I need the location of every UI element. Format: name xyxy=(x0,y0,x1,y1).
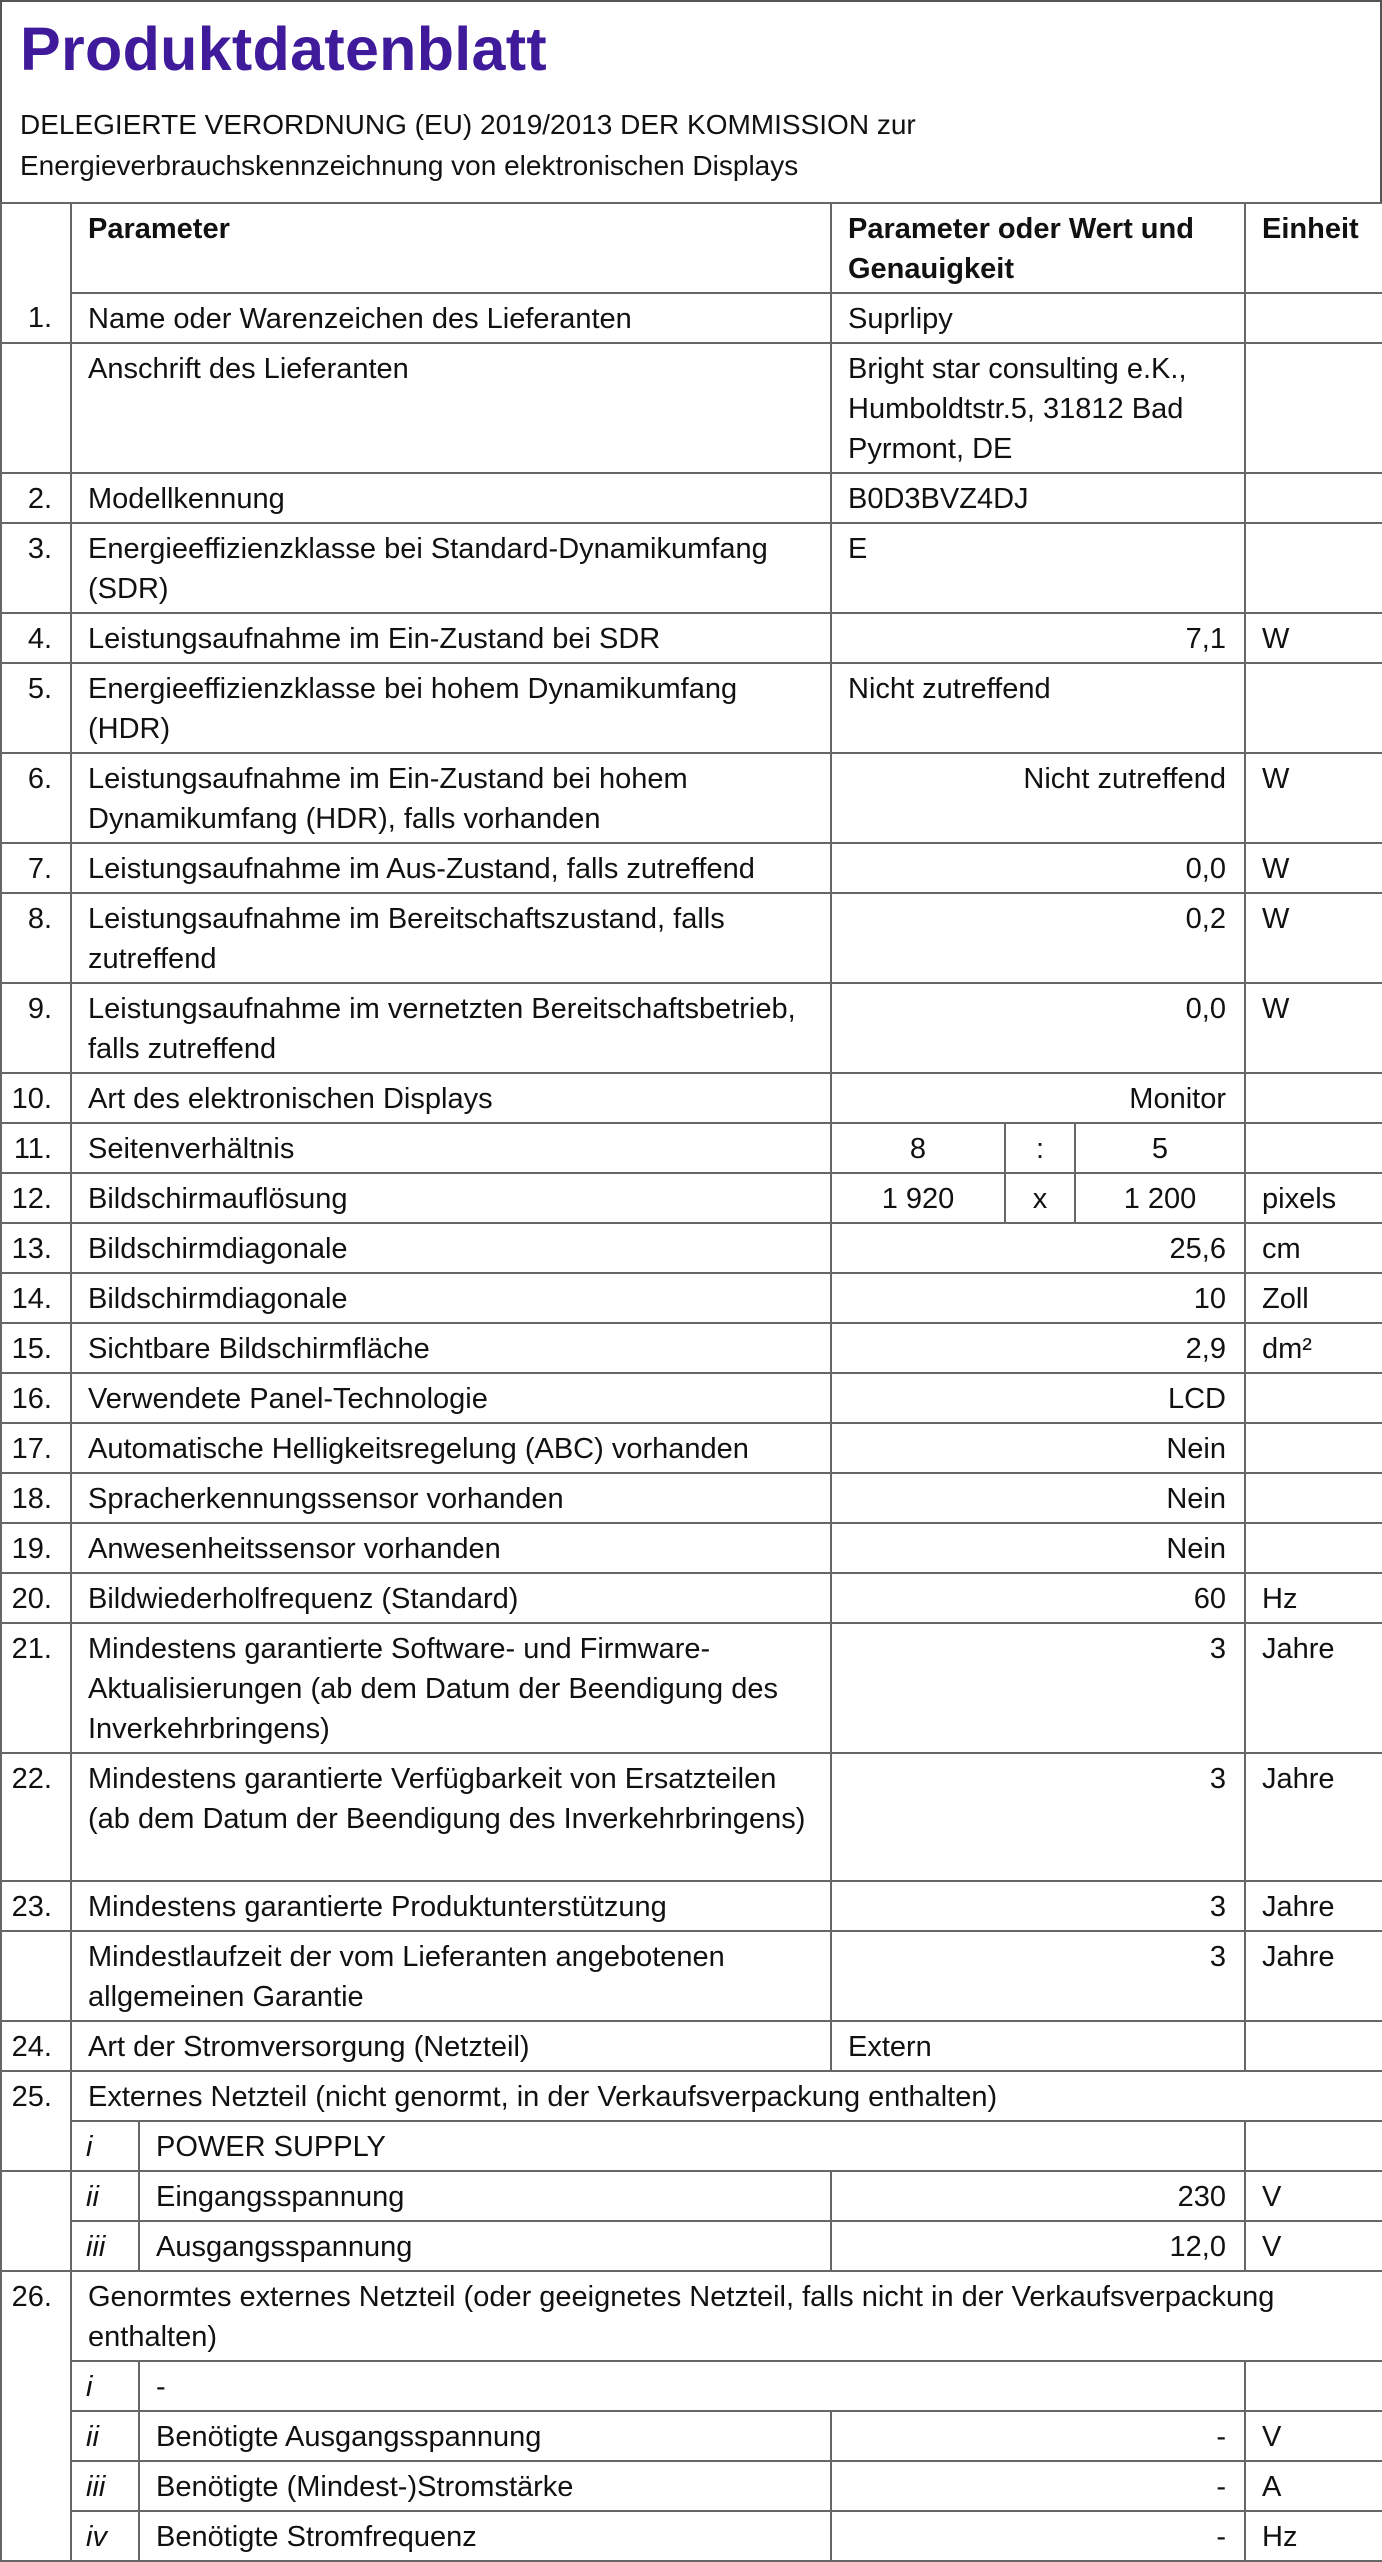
row-value: Nicht zutreffend xyxy=(831,753,1245,843)
row-number: 7. xyxy=(1,843,71,893)
row-number: 1. xyxy=(1,293,71,343)
row-unit: pixels xyxy=(1245,1173,1382,1223)
row-number: 4. xyxy=(1,613,71,663)
row-parameter: Leistungsaufnahme im vernetzten Bereitschaftsbetrieb, falls zutreffend xyxy=(71,983,831,1073)
row-number: 22. xyxy=(1,1753,71,1881)
row-number: 14. xyxy=(1,1273,71,1323)
row-number xyxy=(1,343,71,473)
table-row xyxy=(1,523,1382,613)
row-unit xyxy=(1245,1473,1382,1523)
row-number: 16. xyxy=(1,1373,71,1423)
row-number: 3. xyxy=(1,523,71,613)
row-parameter: Mindestens garantierte Software- und Firmware-Aktualisierungen (ab dem Datum der Beendigung des Inverkehrbringens) xyxy=(71,1623,831,1753)
table-row xyxy=(1,293,1382,343)
row-number: 23. xyxy=(1,1881,71,1931)
row-unit xyxy=(1245,1523,1382,1573)
row-number-empty xyxy=(1,2121,71,2171)
row-number: 12. xyxy=(1,1173,71,1223)
parameter-table xyxy=(0,202,1382,2562)
sheet-header xyxy=(0,0,1382,202)
row-value: B0D3BVZ4DJ xyxy=(831,473,1245,523)
table-row xyxy=(1,1753,1382,1881)
row-value: - xyxy=(831,2411,1245,2461)
row-parameter: Anschrift des Lieferanten xyxy=(71,343,831,473)
row-value: Nein xyxy=(831,1423,1245,1473)
sub-index: ii xyxy=(71,2171,139,2221)
row-number: 8. xyxy=(1,893,71,983)
sub-index: ii xyxy=(71,2411,139,2461)
row-value: - xyxy=(831,2511,1245,2561)
resolution-height: 1 200 xyxy=(1075,1173,1245,1223)
row-parameter: Name oder Warenzeichen des Lieferanten xyxy=(71,293,831,343)
sub-row xyxy=(1,2361,1382,2411)
table-row xyxy=(1,1931,1382,2021)
table-row xyxy=(1,1073,1382,1123)
row-parameter: Mindestens garantierte Produktunterstützung xyxy=(71,1881,831,1931)
section-title: Genormtes externes Netzteil (oder geeignetes Netzteil, falls nicht in der Verkaufsverpackung enthalten) xyxy=(71,2271,1382,2361)
row-value: 0,0 xyxy=(831,983,1245,1073)
row-unit: V xyxy=(1245,2411,1382,2461)
row-number: 9. xyxy=(1,983,71,1073)
row-parameter: Modellkennung xyxy=(71,473,831,523)
row-number: 26. xyxy=(1,2271,71,2361)
sub-parameter: Benötigte (Mindest-)Stromstärke xyxy=(139,2461,831,2511)
row-unit: A xyxy=(1245,2461,1382,2511)
table-row xyxy=(1,1573,1382,1623)
row-unit: cm xyxy=(1245,1223,1382,1273)
header-value: Parameter oder Wert und Genauigkeit xyxy=(831,203,1245,293)
table-row xyxy=(1,753,1382,843)
row-unit xyxy=(1245,663,1382,753)
row-unit xyxy=(1245,343,1382,473)
row-number-empty xyxy=(1,2511,71,2561)
regulation-subtitle xyxy=(20,104,1362,186)
row-unit: dm² xyxy=(1245,1323,1382,1373)
row-value: 12,0 xyxy=(831,2221,1245,2271)
row-value: 7,1 xyxy=(831,613,1245,663)
row-unit: Jahre xyxy=(1245,1881,1382,1931)
row-unit: Jahre xyxy=(1245,1623,1382,1753)
row-parameter: Automatische Helligkeitsregelung (ABC) vorhanden xyxy=(71,1423,831,1473)
row-number: 21. xyxy=(1,1623,71,1753)
row-parameter: Leistungsaufnahme im Bereitschaftszustand, falls zutreffend xyxy=(71,893,831,983)
row-unit xyxy=(1245,2121,1382,2171)
row-number: 19. xyxy=(1,1523,71,1573)
row-value: 60 xyxy=(831,1573,1245,1623)
row-parameter: Energieeffizienzklasse bei Standard-Dynamikumfang (SDR) xyxy=(71,523,831,613)
row-value: 3 xyxy=(831,1753,1245,1881)
table-row xyxy=(1,1473,1382,1523)
row-number-empty xyxy=(1,2411,71,2461)
row-value: Extern xyxy=(831,2021,1245,2071)
table-row xyxy=(1,843,1382,893)
table-row xyxy=(1,1373,1382,1423)
sub-row xyxy=(1,2461,1382,2511)
row-parameter: Verwendete Panel-Technologie xyxy=(71,1373,831,1423)
sub-index: iii xyxy=(71,2461,139,2511)
header-num-cell xyxy=(1,203,71,293)
sub-parameter: Ausgangsspannung xyxy=(139,2221,831,2271)
table-row xyxy=(1,1173,1382,1223)
row-parameter: Bildschirmdiagonale xyxy=(71,1273,831,1323)
row-value: Nein xyxy=(831,1523,1245,1573)
row-unit xyxy=(1245,523,1382,613)
row-number: 13. xyxy=(1,1223,71,1273)
row-number: 18. xyxy=(1,1473,71,1523)
row-number: 11. xyxy=(1,1123,71,1173)
table-row xyxy=(1,613,1382,663)
section-title: Externes Netzteil (nicht genormt, in der Verkaufsverpackung enthalten) xyxy=(71,2071,1382,2121)
row-value: Nicht zutreffend xyxy=(831,663,1245,753)
row-parameter: Leistungsaufnahme im Ein-Zustand bei hohem Dynamikumfang (HDR), falls vorhanden xyxy=(71,753,831,843)
row-parameter: Art der Stromversorgung (Netzteil) xyxy=(71,2021,831,2071)
page-title: Produktdatenblatt xyxy=(20,15,547,83)
regulation-line-1: DELEGIERTE VERORDNUNG (EU) 2019/2013 DER KOMMISSION zur xyxy=(20,109,916,140)
table-row xyxy=(1,1881,1382,1931)
row-parameter: Spracherkennungssensor vorhanden xyxy=(71,1473,831,1523)
row-value: E xyxy=(831,523,1245,613)
regulation-line-2: Energieverbrauchskennzeichnung von elektronischen Displays xyxy=(20,150,799,181)
row-value: Nein xyxy=(831,1473,1245,1523)
row-parameter: Leistungsaufnahme im Ein-Zustand bei SDR xyxy=(71,613,831,663)
row-number-empty xyxy=(1,2461,71,2511)
row-unit: W xyxy=(1245,983,1382,1073)
row-value: 3 xyxy=(831,1931,1245,2021)
table-row xyxy=(1,1323,1382,1373)
sub-row xyxy=(1,2511,1382,2561)
row-number: 15. xyxy=(1,1323,71,1373)
row-value: - xyxy=(831,2461,1245,2511)
table-row xyxy=(1,343,1382,473)
resolution-width: 1 920 xyxy=(831,1173,1005,1223)
row-number: 17. xyxy=(1,1423,71,1473)
table-row xyxy=(1,2021,1382,2071)
row-parameter: Bildschirmdiagonale xyxy=(71,1223,831,1273)
row-number: 5. xyxy=(1,663,71,753)
row-parameter: Energieeffizienzklasse bei hohem Dynamikumfang (HDR) xyxy=(71,663,831,753)
sub-parameter: Benötigte Stromfrequenz xyxy=(139,2511,831,2561)
row-value: 2,9 xyxy=(831,1323,1245,1373)
row-unit xyxy=(1245,2361,1382,2411)
aspect-ratio-width: 8 xyxy=(831,1123,1005,1173)
table-row xyxy=(1,1123,1382,1173)
table-row xyxy=(1,663,1382,753)
row-number: 2. xyxy=(1,473,71,523)
sub-index: iv xyxy=(71,2511,139,2561)
row-value: Bright star consulting e.K., Humboldtstr.5, 31812 Bad Pyrmont, DE xyxy=(831,343,1245,473)
row-unit xyxy=(1245,1373,1382,1423)
row-unit: W xyxy=(1245,843,1382,893)
row-number: 25. xyxy=(1,2071,71,2121)
table-header-row xyxy=(1,203,1382,293)
row-unit xyxy=(1245,1073,1382,1123)
sub-row xyxy=(1,2221,1382,2271)
row-unit xyxy=(1245,2021,1382,2071)
sub-index: iii xyxy=(71,2221,139,2271)
row-unit: Hz xyxy=(1245,1573,1382,1623)
row-unit: Jahre xyxy=(1245,1931,1382,2021)
aspect-ratio-height: 5 xyxy=(1075,1123,1245,1173)
row-unit: Hz xyxy=(1245,2511,1382,2561)
sub-parameter: Benötigte Ausgangsspannung xyxy=(139,2411,831,2461)
row-parameter: Bildschirmauflösung xyxy=(71,1173,831,1223)
row-unit xyxy=(1245,1123,1382,1173)
row-value: 3 xyxy=(831,1623,1245,1753)
row-value: 0,0 xyxy=(831,843,1245,893)
row-value: 25,6 xyxy=(831,1223,1245,1273)
row-value: 3 xyxy=(831,1881,1245,1931)
row-unit: V xyxy=(1245,2171,1382,2221)
row-unit xyxy=(1245,1423,1382,1473)
row-number-empty xyxy=(1,2221,71,2271)
sub-parameter: - xyxy=(139,2361,1245,2411)
row-parameter: Leistungsaufnahme im Aus-Zustand, falls zutreffend xyxy=(71,843,831,893)
row-value: Monitor xyxy=(831,1073,1245,1123)
row-parameter: Seitenverhältnis xyxy=(71,1123,831,1173)
sub-row xyxy=(1,2171,1382,2221)
section-row-standard-psu xyxy=(1,2271,1382,2361)
sub-parameter: Eingangsspannung xyxy=(139,2171,831,2221)
row-parameter: Art des elektronischen Displays xyxy=(71,1073,831,1123)
row-value: LCD xyxy=(831,1373,1245,1423)
row-parameter: Mindestlaufzeit der vom Lieferanten angebotenen allgemeinen Garantie xyxy=(71,1931,831,2021)
table-row xyxy=(1,983,1382,1073)
row-value: 0,2 xyxy=(831,893,1245,983)
table-row xyxy=(1,1623,1382,1753)
row-unit: V xyxy=(1245,2221,1382,2271)
row-value: Suprlipy xyxy=(831,293,1245,343)
sub-parameter: POWER SUPPLY xyxy=(139,2121,1245,2171)
row-unit: Zoll xyxy=(1245,1273,1382,1323)
table-row xyxy=(1,1523,1382,1573)
row-parameter: Mindestens garantierte Verfügbarkeit von Ersatzteilen (ab dem Datum der Beendigung des Inverkehrbringens) xyxy=(71,1753,831,1881)
row-number xyxy=(1,1931,71,2021)
table-row xyxy=(1,1423,1382,1473)
row-number-empty xyxy=(1,2171,71,2221)
row-parameter: Bildwiederholfrequenz (Standard) xyxy=(71,1573,831,1623)
row-parameter: Anwesenheitssensor vorhanden xyxy=(71,1523,831,1573)
table-row xyxy=(1,473,1382,523)
row-parameter: Sichtbare Bildschirmfläche xyxy=(71,1323,831,1373)
table-row xyxy=(1,1223,1382,1273)
row-number: 24. xyxy=(1,2021,71,2071)
sub-row xyxy=(1,2411,1382,2461)
aspect-ratio-separator: : xyxy=(1005,1123,1075,1173)
table-row xyxy=(1,893,1382,983)
row-number: 20. xyxy=(1,1573,71,1623)
row-unit xyxy=(1245,293,1382,343)
row-unit xyxy=(1245,473,1382,523)
sub-row xyxy=(1,2121,1382,2171)
row-value: 10 xyxy=(831,1273,1245,1323)
row-unit: Jahre xyxy=(1245,1753,1382,1881)
table-row xyxy=(1,1273,1382,1323)
sub-index: i xyxy=(71,2361,139,2411)
row-number: 10. xyxy=(1,1073,71,1123)
row-unit: W xyxy=(1245,613,1382,663)
resolution-separator: x xyxy=(1005,1173,1075,1223)
row-number: 6. xyxy=(1,753,71,843)
row-value: 230 xyxy=(831,2171,1245,2221)
row-number-empty xyxy=(1,2361,71,2411)
header-parameter: Parameter xyxy=(71,203,831,293)
sub-index: i xyxy=(71,2121,139,2171)
section-row-external-psu xyxy=(1,2071,1382,2121)
row-unit: W xyxy=(1245,893,1382,983)
row-unit: W xyxy=(1245,753,1382,843)
header-unit: Einheit xyxy=(1245,203,1382,293)
